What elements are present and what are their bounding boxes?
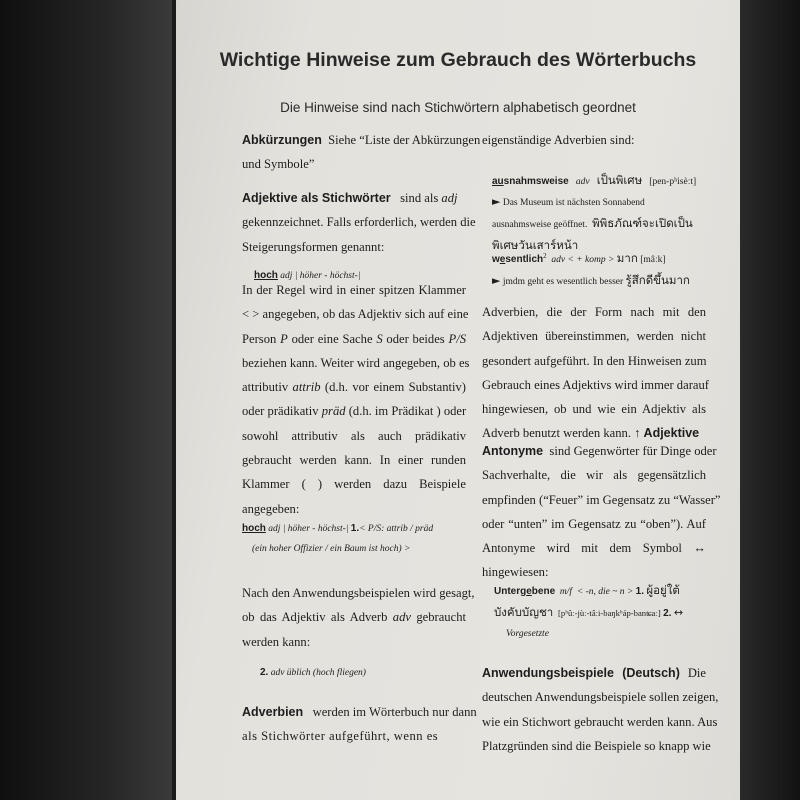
paragraph-adverb: Nach den Anwendungsbeispielen wird gesagt, ob das Adjektiv als Adverb adv gebraucht werden kann: — [242, 586, 475, 649]
heading-antonyme: Antonyme — [482, 444, 544, 458]
cross-ref-adjektive: Adjektive — [643, 426, 700, 441]
dictionary-page — [176, 0, 740, 800]
headword-hoch: hoch — [254, 270, 278, 281]
entry-anwendungsbeispiele: Anwendungsbeispiele (Deutsch) Die deutschen Anwendungsbeispiele sollen zeigen, wie ein Stichwort gebraucht werden kann. Aus Platzgründen sind die Beispiele so knapp wie — [482, 666, 719, 753]
example-arrow-icon: ► — [492, 274, 501, 288]
heading-adjektive: Adjektive als Stichwörter — [242, 191, 391, 205]
example-wesentlich: wesentlich$^2$ adv < + komp > มาก [mâːk] ► jmdm geht es wesentlich besser รู้สึกดีขึ้นมาก — [492, 251, 690, 288]
paragraph-adverbien-form: Adverbien, die der Form nach mit den Adjektiven übereinstimmen, werden nicht gesondert aufgeführt. In den Hinweisen zum Gebrauch eines Adjektivs wird immer darauf hingewiesen, ob und wie ein Adjektiv als Adverb benutzt werden kann. ↑ Adjektive — [482, 305, 709, 441]
heading-anwendungsbeispiele: Anwendungsbeispiele (Deutsch) — [482, 666, 680, 680]
heading-adverbien: Adverbien — [242, 705, 304, 719]
adverbien-continued: eigenständige Adverbien sind: — [482, 133, 635, 147]
book-edge-shadow — [740, 0, 800, 800]
book-spine-shadow — [0, 0, 172, 800]
cross-ref-arrow-icon: ↑ — [634, 426, 641, 441]
example-untergebene: Untergebene m/f < -n, die ~ n > 1. ผู้อยู่ใต้ บังคับบัญชา [pʰûː-jùː-tâːi-baŋkʰáp-banʨaː] 2. ↔ Vorgesetzte — [494, 583, 684, 639]
example-hoch-2: hoch adj | höher - höchst-| 1.< P/S: attrib / präd (ein hoher Offizier / ein Baum ist hoch) > — [242, 523, 434, 554]
antonym-arrow-icon: ↔ — [673, 606, 684, 619]
page-subtitle: Die Hinweise sind nach Stichwörtern alphabetisch geordnet — [280, 100, 636, 115]
page-title: Wichtige Hinweise zum Gebrauch des Wörterbuchs — [219, 49, 697, 71]
example-hoch-1: hoch adj | höher - höchst-| — [254, 270, 361, 281]
entry-abkuerzungen: Abkürzungen Siehe “Liste der Abkürzungen und Symbole” — [242, 133, 481, 172]
paragraph-regel: In der Regel wird in einer spitzen Klammer < > angegeben, ob das Adjektiv sich auf eine Person P oder eine Sache S oder beides P/S beziehen kann. Weiter wird angegeben, ob es attributiv attrib (d.h. vor einem Substantiv) oder prädikativ präd (d.h. im Prädikat ) oder sowohl attributiv als auch prädikativ gebraucht werden kann. In einer runden Klammer ( ) werden dazu Beispiele angegeben: — [242, 283, 470, 516]
example-ausnahmsweise: ausnahmsweise adv เป็นพิเศษ [pen-pʰisèːt] ► Das Museum ist nächsten Sonnabend ausnahmsweise geöffnet. พิพิธภัณฑ์จะเปิดเป็น พิเศษวันเสาร์หน้า — [492, 173, 697, 252]
heading-abkuerzungen: Abkürzungen — [242, 133, 322, 147]
entry-antonyme: Antonyme sind Gegenwörter für Dinge oder Sachverhalte, die wir als gegensätzlich empfinden (“Feuer” im Gegensatz zu “Wasser” oder “unten” im Gegensatz zu “oben”). Auf Antonyme wird mit dem Symbol ↔ hingewiesen: — [482, 444, 721, 580]
entry-adverbien: Adverbien werden im Wörterbuch nur dann als Stichwörter aufgeführt, wenn es — [242, 705, 477, 744]
example-hoch-3: 2. adv üblich (hoch fliegen) — [260, 667, 366, 678]
entry-adjektive: Adjektive als Stichwörter sind als adj gekennzeichnet. Falls erforderlich, werden die Steigerungsformen genannt: — [242, 191, 476, 254]
example-arrow-icon: ► — [492, 195, 501, 208]
